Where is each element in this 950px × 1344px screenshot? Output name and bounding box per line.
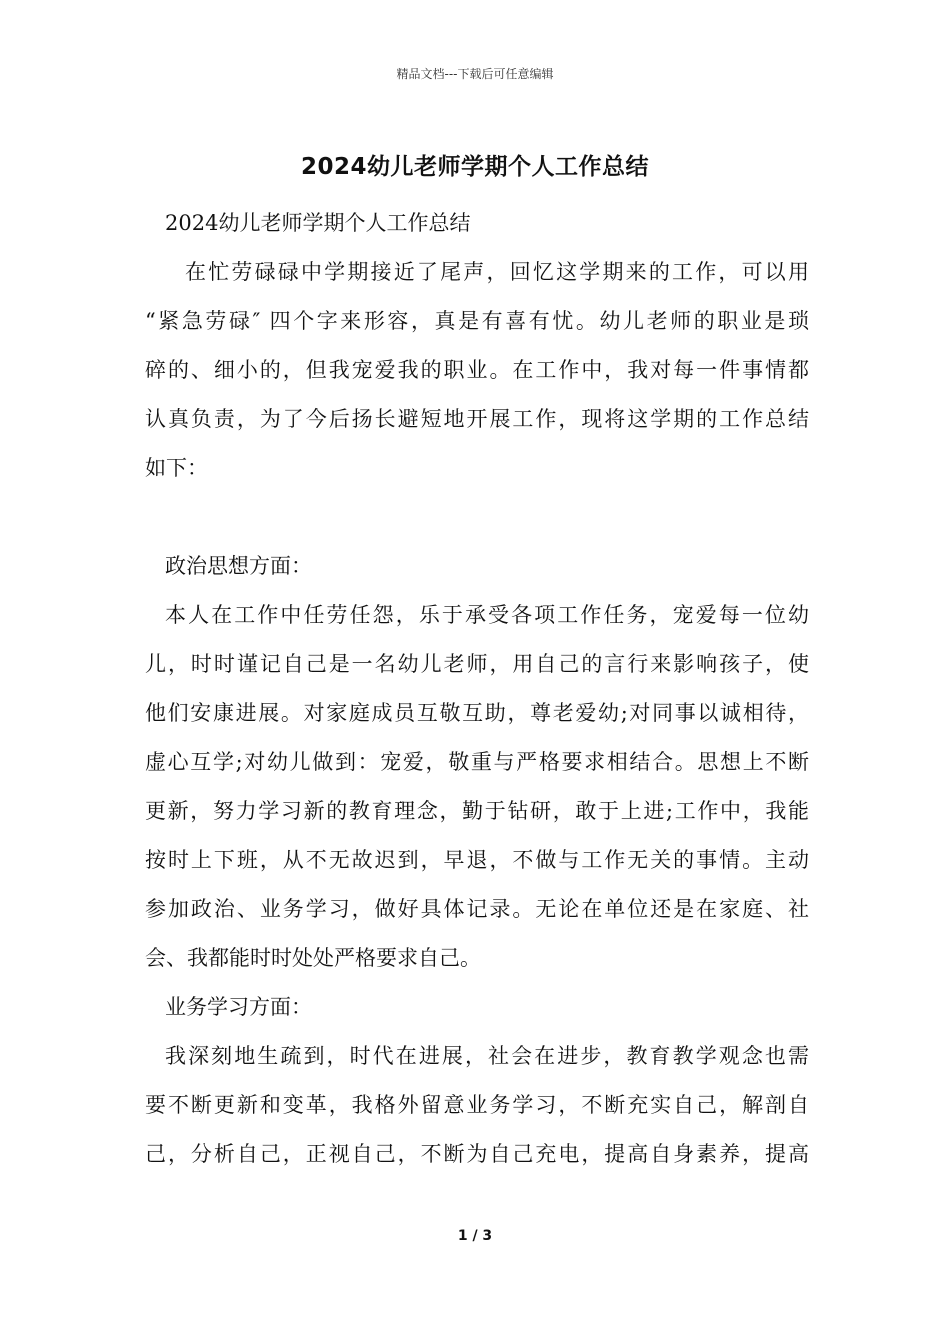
document-title: 2024幼儿老师学期个人工作总结 (300, 154, 649, 180)
paragraph-line: 碎的、细小的，但我宠爱我的职业。在工作中，我对每一件事情都 (145, 358, 809, 382)
paragraph-line: 参加政治、业务学习，做好具体记录。无论在单位还是在家庭、社 (145, 897, 809, 921)
section-heading-political: 政治思想方面： (165, 554, 312, 578)
paragraph-line: 本人在工作中任劳任怨，乐于承受各项工作任务，宠爱每一位幼 (165, 603, 809, 627)
paragraph-line: 认真负责，为了今后扬长避短地开展工作，现将这学期的工作总结 (145, 407, 809, 431)
paragraph-line: 要不断更新和变革，我格外留意业务学习，不断充实自己，解剖自 (145, 1093, 809, 1117)
section-heading-professional: 业务学习方面： (165, 995, 312, 1019)
blank-line (145, 493, 809, 542)
paragraph-line: 儿，时时谨记自己是一名幼儿老师，用自己的言行来影响孩子，使 (145, 652, 809, 676)
paragraph-line: 己，分析自己，正视自己，不断为自己充电，提高自身素养，提高 (145, 1142, 809, 1166)
paragraph-line: 他们安康进展。对家庭成员互敬互助，尊老爱幼;对同事以诚相待， (145, 701, 809, 725)
paragraph-line: “紧急劳碌″ 四个字来形容，真是有喜有忧。幼儿老师的职业是琐 (145, 309, 809, 333)
page-number: 1 / 3 (457, 1228, 493, 1244)
document-subtitle: 2024幼儿老师学期个人工作总结 (165, 211, 471, 235)
paragraph-line: 虚心互学;对幼儿做到：宠爱，敬重与严格要求相结合。思想上不断 (145, 750, 809, 774)
paragraph-line: 按时上下班，从不无故迟到，早退，不做与工作无关的事情。主动 (145, 848, 809, 872)
page-header: 精品文档---下载后可任意编辑 (396, 67, 554, 81)
paragraph-line: 如下： (145, 456, 208, 480)
paragraph-line: 更新，努力学习新的教育理念，勤于钻研，敢于上进;工作中，我能 (145, 799, 809, 823)
document-body (145, 199, 809, 1179)
paragraph-line: 在忙劳碌碌中学期接近了尾声，回忆这学期来的工作，可以用 (185, 260, 809, 284)
paragraph-line: 我深刻地生疏到，时代在进展，社会在进步，教育教学观念也需 (165, 1044, 809, 1068)
paragraph-line: 会、我都能时时处处严格要求自己。 (145, 946, 481, 970)
